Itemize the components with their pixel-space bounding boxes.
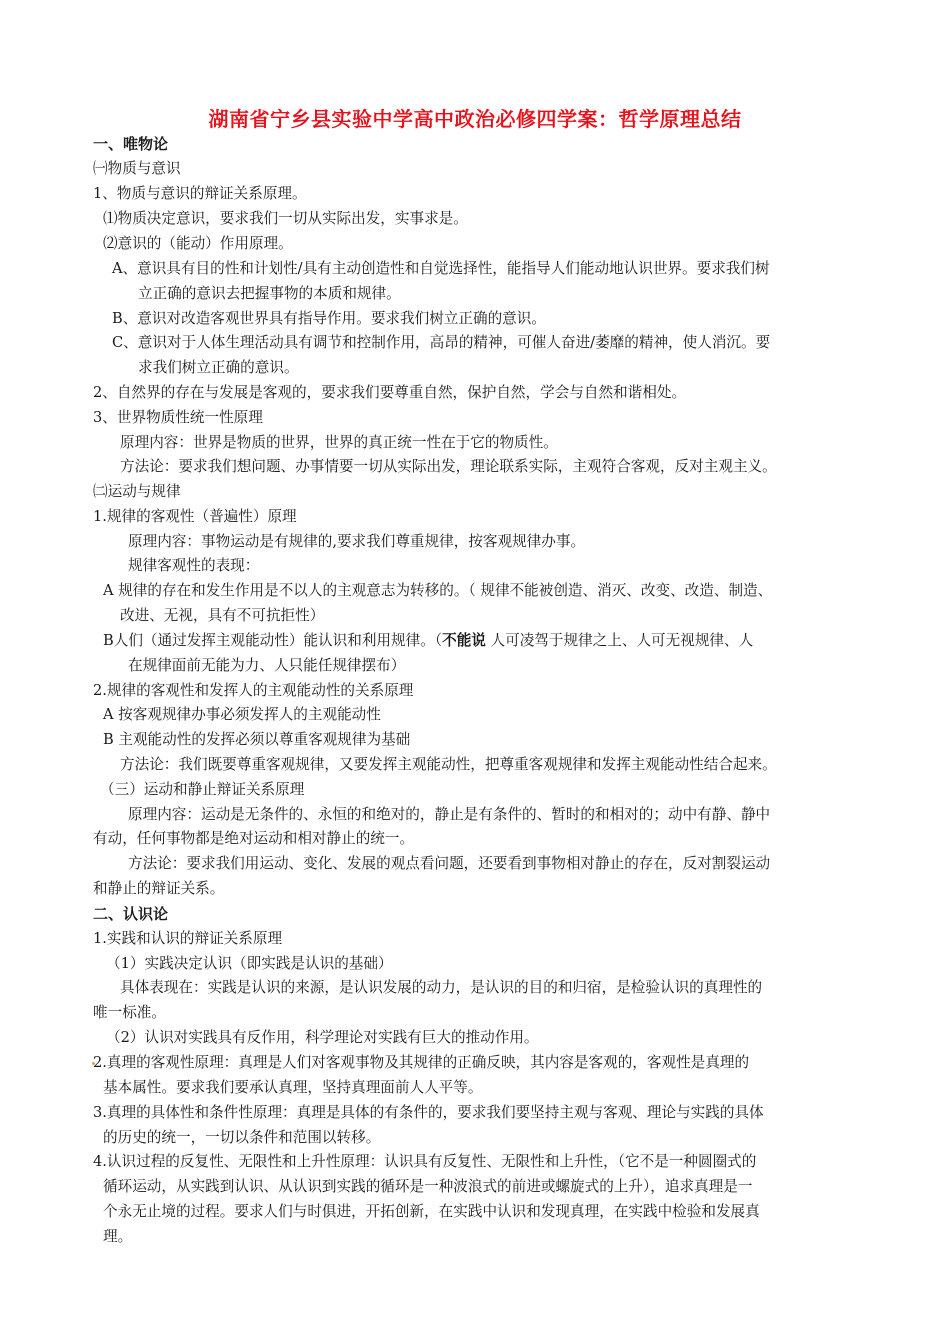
text-line: 具体表现在：实践是认识的来源，是认识发展的动力，是认识的目的和归宿，是检验认识的真理性的 xyxy=(120,979,763,996)
text-line: （1）实践决定认识（即实践是认识的基础） xyxy=(106,955,393,972)
text-line: B、意识对改造客观世界具有指导作用。要求我们树立正确的意识。 xyxy=(112,310,546,327)
text-line: 原理内容：事物运动是有规律的,要求我们尊重规律，按客观规律办事。 xyxy=(128,533,586,550)
text-line xyxy=(103,631,753,651)
section-heading: 一、唯物论 xyxy=(93,135,169,153)
text-line: 原理内容：世界是物质的世界，世界的真正统一性在于它的物质性。 xyxy=(120,434,558,451)
subsection-heading: ㈠物质与意识 xyxy=(93,160,181,177)
text-line: 唯一标准。 xyxy=(93,1004,166,1021)
text-line: 立正确的意识去把握事物的本质和规律。 xyxy=(138,285,401,302)
text-segment: 人可凌驾于规律之上、人可无视规律、人 xyxy=(485,632,754,649)
text-line: 规律客观性的表现： xyxy=(128,557,260,574)
text-line: 4.认识过程的反复性、无限性和上升性原理：认识具有反复性、无限性和上升性，（它不是一种圆圈式的 xyxy=(93,1153,757,1170)
text-line: （2）认识对实践具有反作用，科学理论对实践有巨大的推动作用。 xyxy=(106,1029,539,1046)
text-line: A、意识具有目的性和计划性/具有主动创造性和自觉选择性，能指导人们能动地认识世界。要求我们树 xyxy=(112,260,770,277)
text-line: 和静止的辩证关系。 xyxy=(93,880,225,897)
text-line: 3、世界物质性统一性原理 xyxy=(93,409,263,426)
text-line: 2、自然界的存在与发展是客观的，要求我们要尊重自然，保护自然，学会与自然和谐相处。 xyxy=(93,384,687,401)
text-line: 2.规律的客观性和发挥人的主观能动性的关系原理 xyxy=(93,682,414,699)
text-line: 1.实践和认识的辩证关系原理 xyxy=(93,930,283,947)
page-title: 湖南省宁乡县实验中学高中政治必修四学案：哲学原理总结 xyxy=(208,107,742,131)
text-line: 2.真理的客观性原理：真理是人们对客观事物及其规律的正确反映，其内容是客观的，客观性是真理的 xyxy=(93,1054,750,1071)
text-line: 方法论：要求我们想问题、办事情要一切从实际出发，理论联系实际，主观符合客观，反对主观主义。 xyxy=(120,458,777,475)
text-line: 方法论：要求我们用运动、变化、发展的观点看问题，还要看到事物相对静止的存在，反对割裂运动 xyxy=(128,855,771,872)
text-line: 循环运动，从实践到认识、从认识到实践的循环是一种波浪式的前进或螺旋式的上升），追求真理是一 xyxy=(103,1178,753,1195)
text-line: 3.真理的具体性和条件性原理：真理是具体的有条件的，要求我们要坚持主观与客观、理论与实践的具体 xyxy=(93,1104,764,1121)
text-line: 在规律面前无能为力、人只能任规律摆布） xyxy=(128,657,406,674)
emphasis-text: 不能说 xyxy=(442,632,486,649)
text-line: C、意识对于人体生理活动具有调节和控制作用，高昂的精神，可催人奋进/萎靡的精神，使人消沉。要 xyxy=(112,334,771,351)
subsection-heading: ㈡运动与规律 xyxy=(93,483,181,500)
text-line: 的历史的统一，一切以条件和范围以转移。 xyxy=(103,1129,381,1146)
text-line: B 主观能动性的发挥必须以尊重客观规律为基础 xyxy=(103,731,411,748)
text-line: 求我们树立正确的意识。 xyxy=(138,359,299,376)
text-line: 1、物质与意识的辩证关系原理。 xyxy=(93,185,307,202)
text-line: 改进、无视，具有不可抗拒性） xyxy=(120,607,325,624)
subsection-heading: （三）运动和静止辩证关系原理 xyxy=(100,781,305,798)
text-line: 个永无止境的过程。要求人们与时俱进，开拓创新，在实践中认识和发现真理，在实践中检验和发展真 xyxy=(103,1203,760,1220)
text-line: A 按客观规律办事必须发挥人的主观能动性 xyxy=(103,706,381,723)
text-line: 1.规律的客观性（普遍性）原理 xyxy=(93,508,297,525)
text-segment: B人们（通过发挥主观能动性）能认识和利用规律。（ xyxy=(103,632,443,649)
text-line: 有动，任何事物都是绝对运动和相对静止的统一。 xyxy=(93,830,415,847)
text-line: 原理内容：运动是无条件的、永恒的和绝对的，静止是有条件的、暂时的和相对的；动中有静、静中 xyxy=(128,806,771,823)
text-line: 方法论：我们既要尊重客观规律，又要发挥主观能动性，把尊重客观规律和发挥主观能动性结合起来。 xyxy=(120,756,777,773)
text-line: 理。 xyxy=(103,1228,133,1245)
section-heading: 二、认识论 xyxy=(93,905,169,923)
text-line: A 规律的存在和发生作用是不以人的主观意志为转移的。（ 规律不能被创造、消灭、改变、改造、制造、 xyxy=(103,582,773,599)
text-line: 基本属性。要求我们要承认真理，坚持真理面前人人平等。 xyxy=(103,1079,483,1096)
text-line: ⑴物质决定意识，要求我们一切从实际出发，实事求是。 xyxy=(103,210,468,227)
text-line: ⑵意识的（能动）作用原理。 xyxy=(103,235,293,252)
